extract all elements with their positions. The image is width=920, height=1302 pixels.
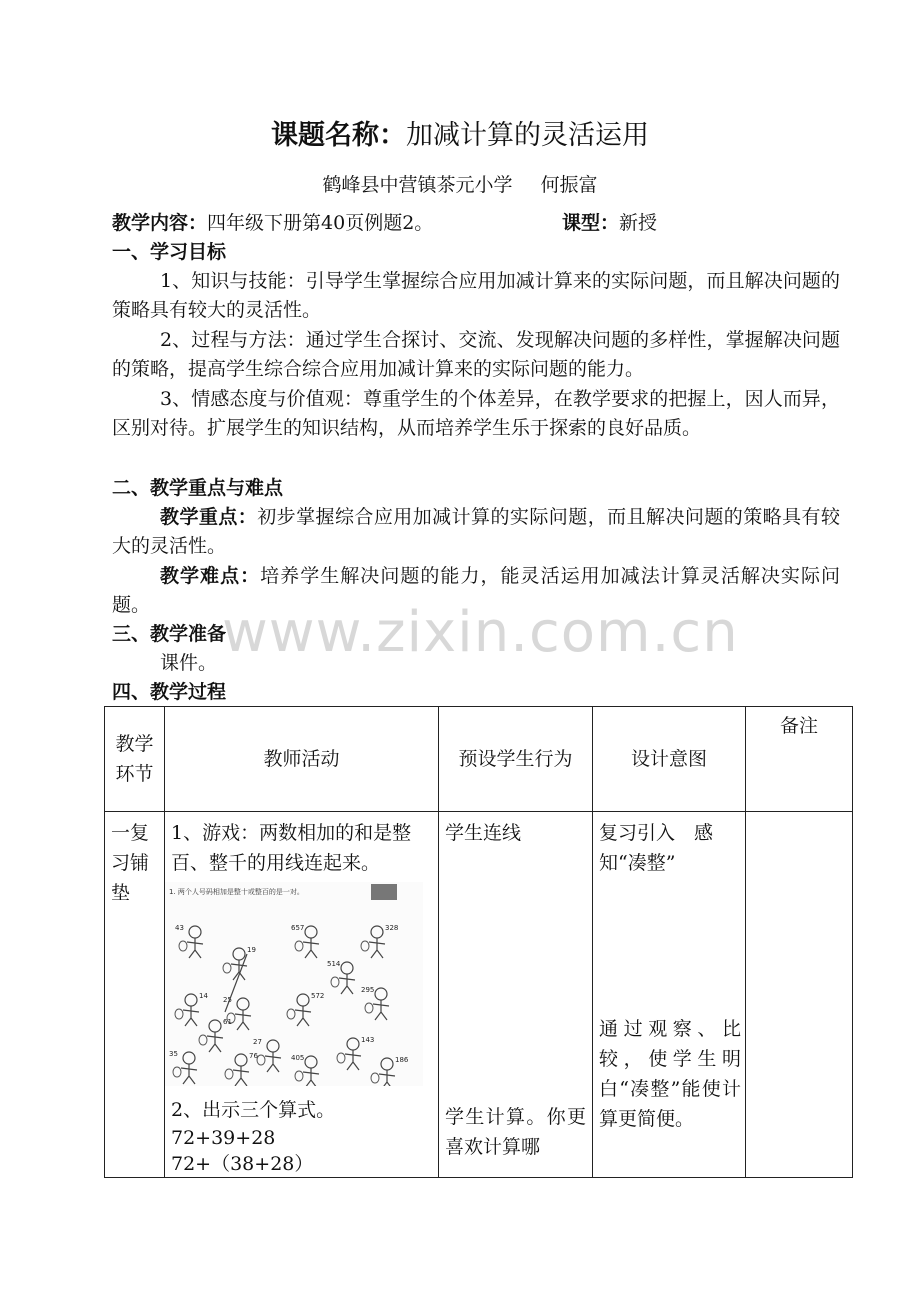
kid-figure — [361, 986, 389, 1020]
header-stage: 教学环节 — [105, 707, 165, 812]
kid-figure — [291, 1054, 319, 1086]
kids-group — [169, 924, 409, 1086]
section-heading-goals: 一、学习目标 — [112, 241, 227, 263]
intent-2: 通过观察、比较，使学生明白“凑整”能使计算更简便。 — [599, 1018, 741, 1130]
kid-figure — [291, 924, 319, 958]
teacher-activity-1: 1、游戏：两数相加的和是整百、整千的用线连起来。 — [171, 822, 412, 874]
type-label: 课型： — [562, 212, 620, 234]
header-note: 备注 — [746, 707, 853, 812]
kid-number: 19 — [247, 946, 256, 954]
kid-number: 43 — [175, 924, 184, 932]
student-behavior-1: 学生连线 — [445, 822, 522, 844]
focus-paragraph — [112, 503, 840, 561]
kid-number: 35 — [169, 1050, 178, 1058]
student-cell — [439, 812, 593, 1178]
kid-number: 143 — [361, 1036, 375, 1044]
intent-cell — [593, 812, 746, 1178]
kid-figure — [199, 1018, 232, 1052]
kid-figure — [327, 960, 355, 994]
kid-number: 14 — [199, 992, 208, 1000]
sign-icon — [371, 884, 397, 900]
header-student: 预设学生行为 — [439, 707, 593, 812]
expressions: 72+39+28 72+（38+28） — [171, 1127, 314, 1175]
kid-number: 186 — [395, 1056, 409, 1064]
goal-1: 1、知识与技能：引导学生掌握综合应用加减计算来的实际问题，而且解决问题的策略具有较大的灵活性。 — [112, 270, 840, 321]
kid-figure — [169, 1050, 197, 1084]
teacher-cell — [165, 812, 439, 1178]
game-illustration — [165, 882, 423, 1086]
goal-2: 2、过程与方法：通过学生合探讨、交流、发现解决问题的多样性，掌握解决问题的策略，提高学生综合综合应用加减计算来的实际问题的能力。 — [112, 329, 840, 380]
kid-number: 27 — [253, 1038, 262, 1046]
section-heading-preparation: 三、教学准备 — [112, 623, 227, 645]
focus-label: 教学重点： — [160, 506, 258, 528]
title-label: 课题名称： — [271, 120, 406, 151]
focus-text: 初步掌握综合应用加减计算的实际问题，而且解决问题的策略具有较大的灵活性。 — [112, 506, 840, 557]
kid-figure — [225, 1052, 258, 1086]
difficulty-text: 培养学生解决问题的能力，能灵活运用加减法计算灵活解决实际问题。 — [112, 565, 840, 616]
teacher-name: 何振富 — [540, 174, 598, 196]
kid-number: 328 — [385, 924, 399, 932]
kid-figure — [175, 924, 203, 958]
kid-figure — [361, 924, 398, 958]
section-heading-keypoints: 二、教学重点与难点 — [112, 477, 284, 499]
stage-cell — [105, 812, 165, 1178]
kid-figure — [287, 992, 324, 1026]
connect-line — [225, 954, 247, 1012]
kid-number: 572 — [311, 992, 325, 1000]
preparation-text: 课件。 — [160, 652, 218, 674]
stage-text: 一复习铺垫 — [111, 822, 150, 904]
content-label: 教学内容： — [112, 212, 208, 234]
school-name: 鹤峰县中营镇茶元小学 — [322, 174, 513, 196]
kid-number: 76 — [249, 1052, 258, 1060]
kid-number: 61 — [223, 1018, 232, 1026]
kid-number: 514 — [327, 960, 341, 968]
kid-number: 657 — [291, 924, 305, 932]
kid-figure — [371, 1056, 409, 1086]
goal-3: 3、情感态度与价值观：尊重学生的个体差异，在教学要求的把握上，因人而异，区别对待。扩展学生的知识结构，从而培养学生乐于探索的良好品质。 — [112, 388, 840, 439]
process-table — [104, 706, 853, 1178]
watermark: www.zixin.com.cn — [222, 600, 739, 665]
difficulty-label: 教学难点： — [160, 565, 261, 587]
header-teacher: 教师活动 — [165, 707, 439, 812]
table-header-row — [105, 707, 853, 812]
illustration-caption: 1. 两个人号码相加是整十或整百的是一对。 — [169, 888, 304, 896]
kid-figure — [337, 1036, 374, 1070]
type-text: 新授 — [619, 212, 658, 234]
title-text: 加减计算的灵活运用 — [406, 120, 649, 151]
kid-figure — [175, 992, 208, 1026]
table-row — [105, 812, 853, 1178]
section-heading-process: 四、教学过程 — [112, 681, 227, 703]
info-line — [112, 209, 832, 238]
student-behavior-2: 学生计算。你更喜欢计算哪 — [445, 1106, 586, 1158]
intent-1: 复习引入 感知“凑整” — [599, 822, 714, 874]
author-line — [0, 170, 920, 200]
teacher-activity-2: 2、出示三个算式。 — [171, 1099, 336, 1121]
page-title — [0, 116, 920, 156]
header-intent: 设计意图 — [593, 707, 746, 812]
kid-number: 405 — [291, 1054, 305, 1062]
kid-number: 295 — [361, 986, 375, 994]
content-text: 四年级下册第40页例题2。 — [207, 212, 434, 234]
kid-number: 25 — [223, 996, 232, 1004]
note-cell — [746, 812, 853, 1178]
